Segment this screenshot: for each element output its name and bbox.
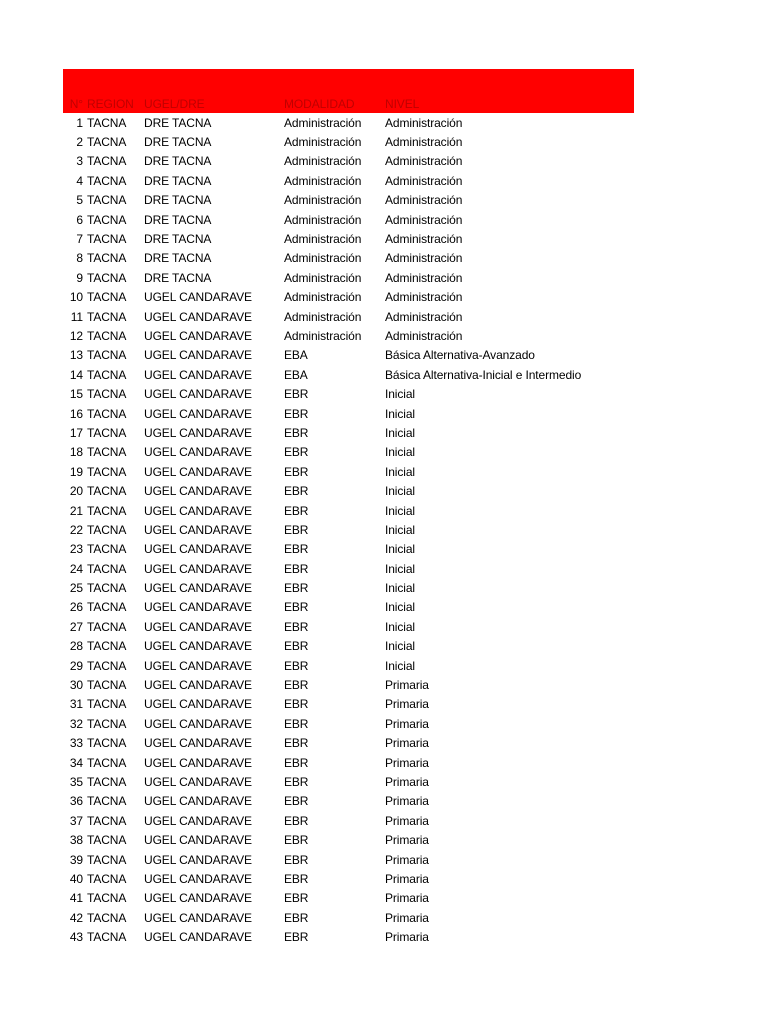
cell-modalidad[interactable]: Administración	[284, 173, 362, 188]
cell-modalidad[interactable]: EBR	[284, 678, 309, 693]
cell-number[interactable]: 22	[69, 522, 83, 537]
cell-ugel-dre[interactable]: UGEL CANDARAVE	[144, 406, 252, 421]
table-row[interactable]	[63, 656, 634, 675]
table-row[interactable]	[63, 191, 634, 210]
cell-modalidad[interactable]: Administración	[284, 270, 362, 285]
column-header-number[interactable]: N°	[69, 97, 83, 111]
cell-ugel-dre[interactable]: UGEL CANDARAVE	[144, 891, 252, 906]
cell-region[interactable]: TACNA	[87, 212, 127, 227]
table-row[interactable]	[63, 210, 634, 229]
cell-region[interactable]: TACNA	[87, 503, 127, 518]
cell-ugel-dre[interactable]: DRE TACNA	[144, 135, 212, 150]
table-row[interactable]	[63, 229, 634, 248]
cell-number[interactable]: 27	[69, 619, 83, 634]
cell-region[interactable]: TACNA	[87, 678, 127, 693]
table-row[interactable]	[63, 714, 634, 733]
table-row[interactable]	[63, 695, 634, 714]
cell-number[interactable]: 40	[69, 871, 83, 886]
cell-modalidad[interactable]: EBR	[284, 852, 309, 867]
cell-number[interactable]: 25	[69, 581, 83, 596]
cell-modalidad[interactable]: Administración	[284, 309, 362, 324]
cell-nivel[interactable]: Administración	[385, 328, 463, 343]
cell-region[interactable]: TACNA	[87, 561, 127, 576]
cell-modalidad[interactable]: Administración	[284, 154, 362, 169]
cell-nivel[interactable]: Inicial	[385, 658, 415, 673]
cell-number[interactable]: 39	[69, 852, 83, 867]
cell-nivel[interactable]: Primaria	[385, 833, 429, 848]
cell-modalidad[interactable]: Administración	[284, 251, 362, 266]
cell-number[interactable]: 8	[76, 251, 83, 266]
cell-region[interactable]: TACNA	[87, 406, 127, 421]
cell-nivel[interactable]: Administración	[385, 173, 463, 188]
cell-number[interactable]: 18	[69, 445, 83, 460]
cell-ugel-dre[interactable]: UGEL CANDARAVE	[144, 367, 252, 382]
cell-nivel[interactable]: Inicial	[385, 406, 415, 421]
cell-number[interactable]: 5	[76, 193, 83, 208]
cell-region[interactable]: TACNA	[87, 445, 127, 460]
cell-modalidad[interactable]: EBR	[284, 833, 309, 848]
cell-region[interactable]: TACNA	[87, 619, 127, 634]
cell-nivel[interactable]: Inicial	[385, 484, 415, 499]
cell-region[interactable]: TACNA	[87, 135, 127, 150]
cell-modalidad[interactable]: Administración	[284, 328, 362, 343]
cell-modalidad[interactable]: EBR	[284, 736, 309, 751]
cell-region[interactable]: TACNA	[87, 387, 127, 402]
cell-nivel[interactable]: Primaria	[385, 891, 429, 906]
cell-nivel[interactable]: Primaria	[385, 716, 429, 731]
table-row[interactable]	[63, 850, 634, 869]
table-row[interactable]	[63, 423, 634, 442]
cell-ugel-dre[interactable]: DRE TACNA	[144, 173, 212, 188]
cell-nivel[interactable]: Básica Alternativa-Inicial e Intermedio	[385, 367, 582, 382]
table-row[interactable]	[63, 559, 634, 578]
table-row[interactable]	[63, 617, 634, 636]
cell-ugel-dre[interactable]: UGEL CANDARAVE	[144, 600, 252, 615]
column-header-ugel-dre[interactable]: UGEL/DRE	[144, 97, 205, 111]
cell-region[interactable]: TACNA	[87, 348, 127, 363]
cell-modalidad[interactable]: EBR	[284, 503, 309, 518]
cell-ugel-dre[interactable]: UGEL CANDARAVE	[144, 930, 252, 945]
cell-number[interactable]: 17	[69, 425, 83, 440]
table-row[interactable]	[63, 927, 634, 946]
cell-nivel[interactable]: Inicial	[385, 639, 415, 654]
cell-nivel[interactable]: Administración	[385, 154, 463, 169]
column-header-nivel[interactable]: NIVEL	[385, 97, 420, 111]
cell-modalidad[interactable]: EBR	[284, 484, 309, 499]
cell-region[interactable]: TACNA	[87, 852, 127, 867]
cell-modalidad[interactable]: EBR	[284, 406, 309, 421]
cell-region[interactable]: TACNA	[87, 464, 127, 479]
cell-modalidad[interactable]: EBR	[284, 774, 309, 789]
cell-nivel[interactable]: Administración	[385, 309, 463, 324]
cell-ugel-dre[interactable]: DRE TACNA	[144, 154, 212, 169]
cell-modalidad[interactable]: Administración	[284, 232, 362, 247]
header-band	[63, 69, 634, 113]
table-row[interactable]	[63, 365, 634, 384]
table-row[interactable]	[63, 501, 634, 520]
spreadsheet-table	[63, 69, 634, 947]
cell-region[interactable]: TACNA	[87, 309, 127, 324]
cell-region[interactable]: TACNA	[87, 833, 127, 848]
cell-nivel[interactable]: Primaria	[385, 794, 429, 809]
cell-region[interactable]: TACNA	[87, 367, 127, 382]
cell-number[interactable]: 16	[69, 406, 83, 421]
cell-nivel[interactable]: Inicial	[385, 522, 415, 537]
cell-number[interactable]: 26	[69, 600, 83, 615]
cell-region[interactable]: TACNA	[87, 173, 127, 188]
cell-modalidad[interactable]: EBR	[284, 930, 309, 945]
table-row[interactable]	[63, 171, 634, 190]
table-row[interactable]	[63, 889, 634, 908]
table-row[interactable]	[63, 249, 634, 268]
cell-ugel-dre[interactable]: DRE TACNA	[144, 251, 212, 266]
cell-ugel-dre[interactable]: UGEL CANDARAVE	[144, 348, 252, 363]
cell-nivel[interactable]: Inicial	[385, 581, 415, 596]
cell-ugel-dre[interactable]: UGEL CANDARAVE	[144, 910, 252, 925]
cell-region[interactable]: TACNA	[87, 542, 127, 557]
table-row[interactable]	[63, 443, 634, 462]
cell-modalidad[interactable]: EBR	[284, 600, 309, 615]
cell-nivel[interactable]: Administración	[385, 135, 463, 150]
cell-region[interactable]: TACNA	[87, 484, 127, 499]
table-row[interactable]	[63, 675, 634, 694]
cell-number[interactable]: 30	[69, 678, 83, 693]
cell-modalidad[interactable]: EBR	[284, 891, 309, 906]
table-row[interactable]	[63, 908, 634, 927]
cell-modalidad[interactable]: EBR	[284, 542, 309, 557]
cell-number[interactable]: 31	[69, 697, 83, 712]
cell-modalidad[interactable]: Administración	[284, 135, 362, 150]
cell-ugel-dre[interactable]: UGEL CANDARAVE	[144, 425, 252, 440]
cell-region[interactable]: TACNA	[87, 891, 127, 906]
cell-ugel-dre[interactable]: UGEL CANDARAVE	[144, 794, 252, 809]
cell-modalidad[interactable]: EBR	[284, 522, 309, 537]
cell-nivel[interactable]: Inicial	[385, 425, 415, 440]
cell-modalidad[interactable]: EBR	[284, 755, 309, 770]
cell-nivel[interactable]: Primaria	[385, 774, 429, 789]
cell-ugel-dre[interactable]: DRE TACNA	[144, 232, 212, 247]
cell-number[interactable]: 42	[69, 910, 83, 925]
cell-ugel-dre[interactable]: UGEL CANDARAVE	[144, 813, 252, 828]
cell-number[interactable]: 29	[69, 658, 83, 673]
table-row[interactable]	[63, 404, 634, 423]
cell-number[interactable]: 38	[69, 833, 83, 848]
cell-ugel-dre[interactable]: UGEL CANDARAVE	[144, 328, 252, 343]
cell-number[interactable]: 33	[69, 736, 83, 751]
cell-ugel-dre[interactable]: UGEL CANDARAVE	[144, 464, 252, 479]
table-row[interactable]	[63, 520, 634, 539]
cell-ugel-dre[interactable]: UGEL CANDARAVE	[144, 736, 252, 751]
table-row[interactable]	[63, 462, 634, 481]
cell-ugel-dre[interactable]: UGEL CANDARAVE	[144, 755, 252, 770]
cell-number[interactable]: 10	[69, 290, 83, 305]
cell-nivel[interactable]: Primaria	[385, 736, 429, 751]
cell-modalidad[interactable]: Administración	[284, 290, 362, 305]
cell-nivel[interactable]: Primaria	[385, 852, 429, 867]
cell-modalidad[interactable]: EBR	[284, 639, 309, 654]
cell-nivel[interactable]: Administración	[385, 251, 463, 266]
cell-region[interactable]: TACNA	[87, 658, 127, 673]
cell-region[interactable]: TACNA	[87, 193, 127, 208]
cell-modalidad[interactable]: EBA	[284, 367, 308, 382]
cell-modalidad[interactable]: EBR	[284, 425, 309, 440]
cell-region[interactable]: TACNA	[87, 251, 127, 266]
table-row[interactable]	[63, 384, 634, 403]
cell-ugel-dre[interactable]: UGEL CANDARAVE	[144, 852, 252, 867]
cell-nivel[interactable]: Administración	[385, 232, 463, 247]
column-header-region[interactable]: REGION	[87, 97, 134, 111]
cell-number[interactable]: 35	[69, 774, 83, 789]
cell-ugel-dre[interactable]: UGEL CANDARAVE	[144, 484, 252, 499]
cell-number[interactable]: 9	[76, 270, 83, 285]
cell-number[interactable]: 20	[69, 484, 83, 499]
cell-ugel-dre[interactable]: UGEL CANDARAVE	[144, 445, 252, 460]
cell-ugel-dre[interactable]: DRE TACNA	[144, 193, 212, 208]
cell-region[interactable]: TACNA	[87, 232, 127, 247]
table-row[interactable]	[63, 734, 634, 753]
cell-nivel[interactable]: Primaria	[385, 755, 429, 770]
cell-number[interactable]: 36	[69, 794, 83, 809]
cell-region[interactable]: TACNA	[87, 774, 127, 789]
cell-region[interactable]: TACNA	[87, 639, 127, 654]
table-body	[63, 113, 634, 947]
cell-modalidad[interactable]: EBR	[284, 794, 309, 809]
cell-modalidad[interactable]: EBR	[284, 716, 309, 731]
table-row[interactable]	[63, 113, 634, 132]
cell-modalidad[interactable]: EBR	[284, 697, 309, 712]
cell-region[interactable]: TACNA	[87, 871, 127, 886]
cell-region[interactable]: TACNA	[87, 154, 127, 169]
cell-region[interactable]: TACNA	[87, 794, 127, 809]
table-row[interactable]	[63, 288, 634, 307]
cell-number[interactable]: 1	[76, 115, 83, 130]
cell-number[interactable]: 19	[69, 464, 83, 479]
cell-nivel[interactable]: Primaria	[385, 930, 429, 945]
table-row[interactable]	[63, 346, 634, 365]
cell-number[interactable]: 11	[70, 309, 83, 324]
table-row[interactable]	[63, 792, 634, 811]
cell-modalidad[interactable]: EBR	[284, 445, 309, 460]
cell-region[interactable]: TACNA	[87, 813, 127, 828]
cell-region[interactable]: TACNA	[87, 270, 127, 285]
cell-nivel[interactable]: Primaria	[385, 871, 429, 886]
table-row[interactable]	[63, 830, 634, 849]
cell-number[interactable]: 6	[76, 212, 83, 227]
cell-nivel[interactable]: Primaria	[385, 678, 429, 693]
cell-nivel[interactable]: Administración	[385, 212, 463, 227]
table-row[interactable]	[63, 481, 634, 500]
cell-number[interactable]: 23	[69, 542, 83, 557]
cell-number[interactable]: 7	[76, 232, 83, 247]
cell-nivel[interactable]: Primaria	[385, 813, 429, 828]
cell-ugel-dre[interactable]: UGEL CANDARAVE	[144, 833, 252, 848]
cell-number[interactable]: 34	[69, 755, 83, 770]
cell-nivel[interactable]: Inicial	[385, 464, 415, 479]
cell-region[interactable]: TACNA	[87, 425, 127, 440]
cell-ugel-dre[interactable]: UGEL CANDARAVE	[144, 774, 252, 789]
cell-number[interactable]: 37	[69, 813, 83, 828]
cell-ugel-dre[interactable]: UGEL CANDARAVE	[144, 309, 252, 324]
cell-ugel-dre[interactable]: UGEL CANDARAVE	[144, 542, 252, 557]
cell-region[interactable]: TACNA	[87, 716, 127, 731]
cell-number[interactable]: 24	[69, 561, 83, 576]
cell-ugel-dre[interactable]: UGEL CANDARAVE	[144, 639, 252, 654]
cell-nivel[interactable]: Primaria	[385, 910, 429, 925]
cell-ugel-dre[interactable]: UGEL CANDARAVE	[144, 581, 252, 596]
cell-nivel[interactable]: Administración	[385, 270, 463, 285]
cell-ugel-dre[interactable]: DRE TACNA	[144, 270, 212, 285]
cell-modalidad[interactable]: EBR	[284, 561, 309, 576]
cell-region[interactable]: TACNA	[87, 581, 127, 596]
table-row[interactable]	[63, 772, 634, 791]
cell-region[interactable]: TACNA	[87, 910, 127, 925]
cell-number[interactable]: 43	[69, 930, 83, 945]
cell-ugel-dre[interactable]: UGEL CANDARAVE	[144, 697, 252, 712]
header-row	[63, 95, 634, 111]
cell-number[interactable]: 28	[69, 639, 83, 654]
cell-nivel[interactable]: Inicial	[385, 561, 415, 576]
cell-modalidad[interactable]: EBR	[284, 619, 309, 634]
cell-modalidad[interactable]: EBR	[284, 581, 309, 596]
cell-ugel-dre[interactable]: UGEL CANDARAVE	[144, 871, 252, 886]
cell-region[interactable]: TACNA	[87, 115, 127, 130]
cell-modalidad[interactable]: Administración	[284, 212, 362, 227]
table-row[interactable]	[63, 869, 634, 888]
cell-region[interactable]: TACNA	[87, 755, 127, 770]
cell-modalidad[interactable]: EBR	[284, 871, 309, 886]
cell-region[interactable]: TACNA	[87, 328, 127, 343]
cell-number[interactable]: 21	[69, 503, 83, 518]
cell-number[interactable]: 12	[69, 328, 83, 343]
cell-ugel-dre[interactable]: UGEL CANDARAVE	[144, 561, 252, 576]
cell-ugel-dre[interactable]: UGEL CANDARAVE	[144, 290, 252, 305]
cell-region[interactable]: TACNA	[87, 290, 127, 305]
cell-nivel[interactable]: Inicial	[385, 503, 415, 518]
cell-modalidad[interactable]: EBR	[284, 658, 309, 673]
cell-number[interactable]: 14	[69, 367, 83, 382]
table-row[interactable]	[63, 152, 634, 171]
cell-nivel[interactable]: Inicial	[385, 445, 415, 460]
cell-ugel-dre[interactable]: DRE TACNA	[144, 212, 212, 227]
cell-region[interactable]: TACNA	[87, 736, 127, 751]
table-row[interactable]	[63, 268, 634, 287]
cell-nivel[interactable]: Inicial	[385, 619, 415, 634]
table-row[interactable]	[63, 307, 634, 326]
cell-modalidad[interactable]: EBR	[284, 464, 309, 479]
cell-nivel[interactable]: Administración	[385, 115, 463, 130]
cell-number[interactable]: 4	[76, 173, 83, 188]
cell-number[interactable]: 13	[69, 348, 83, 363]
cell-region[interactable]: TACNA	[87, 930, 127, 945]
table-row[interactable]	[63, 578, 634, 597]
cell-ugel-dre[interactable]: UGEL CANDARAVE	[144, 716, 252, 731]
cell-modalidad[interactable]: Administración	[284, 115, 362, 130]
cell-nivel[interactable]: Inicial	[385, 600, 415, 615]
table-row[interactable]	[63, 637, 634, 656]
cell-nivel[interactable]: Inicial	[385, 542, 415, 557]
cell-nivel[interactable]: Administración	[385, 193, 463, 208]
table-row[interactable]	[63, 753, 634, 772]
cell-nivel[interactable]: Básica Alternativa-Avanzado	[385, 348, 535, 363]
cell-number[interactable]: 15	[69, 387, 83, 402]
cell-modalidad[interactable]: EBR	[284, 813, 309, 828]
cell-ugel-dre[interactable]: UGEL CANDARAVE	[144, 619, 252, 634]
cell-modalidad[interactable]: EBR	[284, 387, 309, 402]
table-row[interactable]	[63, 540, 634, 559]
cell-region[interactable]: TACNA	[87, 697, 127, 712]
cell-ugel-dre[interactable]: UGEL CANDARAVE	[144, 522, 252, 537]
cell-ugel-dre[interactable]: UGEL CANDARAVE	[144, 387, 252, 402]
cell-region[interactable]: TACNA	[87, 522, 127, 537]
table-row[interactable]	[63, 811, 634, 830]
cell-number[interactable]: 32	[69, 716, 83, 731]
cell-ugel-dre[interactable]: UGEL CANDARAVE	[144, 658, 252, 673]
table-row[interactable]	[63, 132, 634, 151]
cell-modalidad[interactable]: EBA	[284, 348, 308, 363]
cell-ugel-dre[interactable]: DRE TACNA	[144, 115, 212, 130]
cell-modalidad[interactable]: EBR	[284, 910, 309, 925]
column-header-modalidad[interactable]: MODALIDAD	[284, 97, 355, 111]
cell-number[interactable]: 2	[76, 135, 83, 150]
cell-nivel[interactable]: Inicial	[385, 387, 415, 402]
cell-ugel-dre[interactable]: UGEL CANDARAVE	[144, 503, 252, 518]
cell-ugel-dre[interactable]: UGEL CANDARAVE	[144, 678, 252, 693]
cell-number[interactable]: 41	[69, 891, 83, 906]
table-row[interactable]	[63, 326, 634, 345]
table-row[interactable]	[63, 598, 634, 617]
cell-modalidad[interactable]: Administración	[284, 193, 362, 208]
cell-number[interactable]: 3	[76, 154, 83, 169]
cell-nivel[interactable]: Primaria	[385, 697, 429, 712]
cell-nivel[interactable]: Administración	[385, 290, 463, 305]
cell-region[interactable]: TACNA	[87, 600, 127, 615]
